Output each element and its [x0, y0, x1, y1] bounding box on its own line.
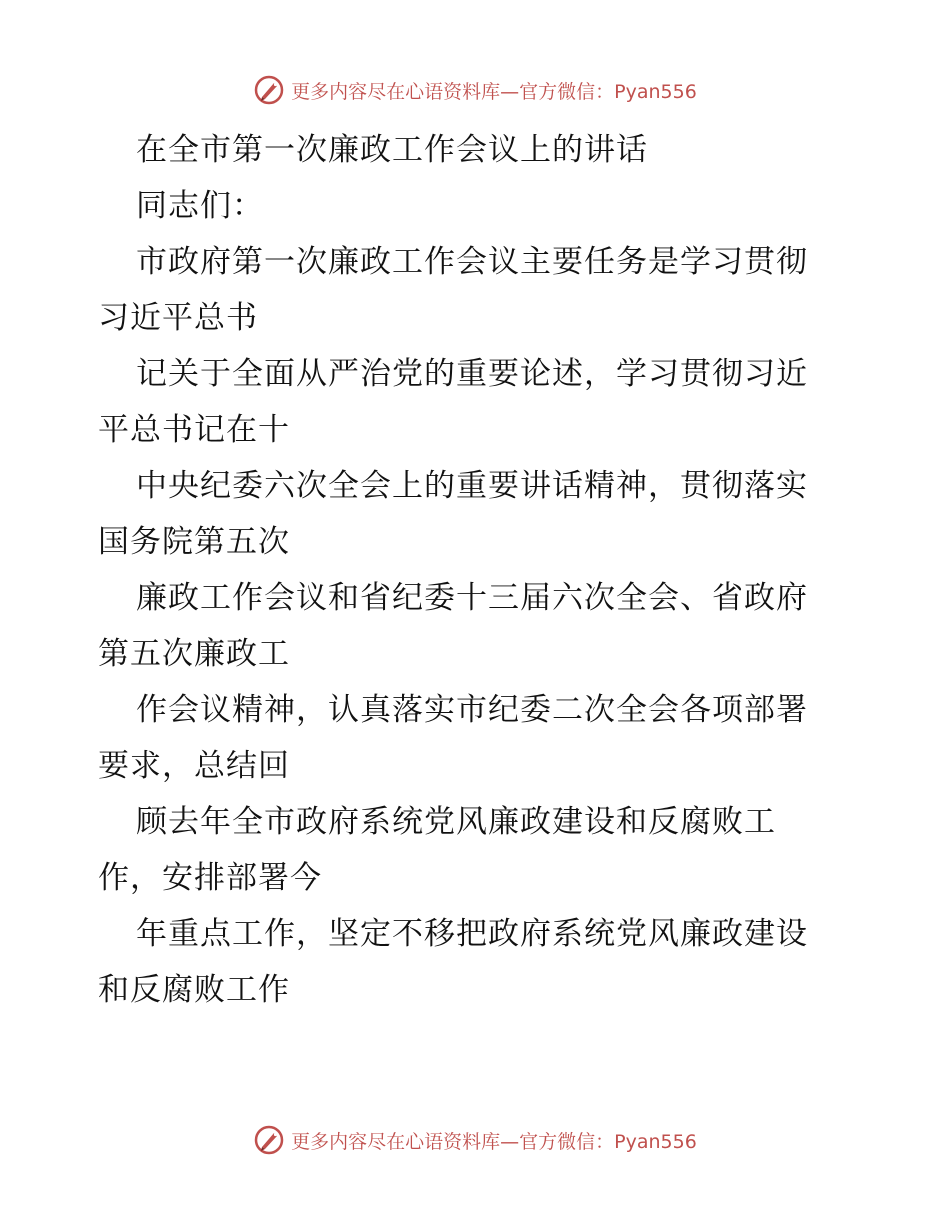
pen-logo-icon: [253, 74, 285, 106]
pen-logo-icon: [253, 1124, 285, 1156]
header-banner-content: [253, 74, 697, 106]
document-body: [98, 122, 858, 1018]
document-line: 习近平总书: [98, 300, 258, 336]
document-line: 第五次廉政工: [98, 636, 290, 672]
document-line: 市政府第一次廉政工作会议主要任务是学习贯彻: [136, 244, 808, 280]
header-banner: [0, 70, 950, 110]
document-line: 国务院第五次: [98, 524, 290, 560]
document-line: 作，安排部署今: [98, 860, 322, 896]
document-line: 在全市第一次廉政工作会议上的讲话: [136, 132, 648, 168]
document-line: 记关于全面从严治党的重要论述，学习贯彻习近: [136, 356, 808, 392]
header-banner-text: 更多内容尽在心语资料库—官方微信：Pyan556: [291, 80, 697, 103]
document-line: 顾去年全市政府系统党风廉政建设和反腐败工: [136, 804, 776, 840]
document-line: 作会议精神，认真落实市纪委二次全会各项部署: [136, 692, 808, 728]
footer-banner-text: 更多内容尽在心语资料库—官方微信：Pyan556: [291, 1130, 697, 1153]
document-line: 要求，总结回: [98, 748, 290, 784]
document-line: 廉政工作会议和省纪委十三届六次全会、省政府: [136, 580, 808, 616]
document-line: 平总书记在十: [98, 412, 290, 448]
document-line: 年重点工作，坚定不移把政府系统党风廉政建设: [136, 916, 808, 952]
document-line: 中央纪委六次全会上的重要讲话精神，贯彻落实: [136, 468, 808, 504]
footer-banner-content: [253, 1124, 697, 1156]
footer-banner: [0, 1120, 950, 1160]
document-line: 同志们：: [136, 188, 264, 224]
document-line: 和反腐败工作: [98, 972, 290, 1008]
